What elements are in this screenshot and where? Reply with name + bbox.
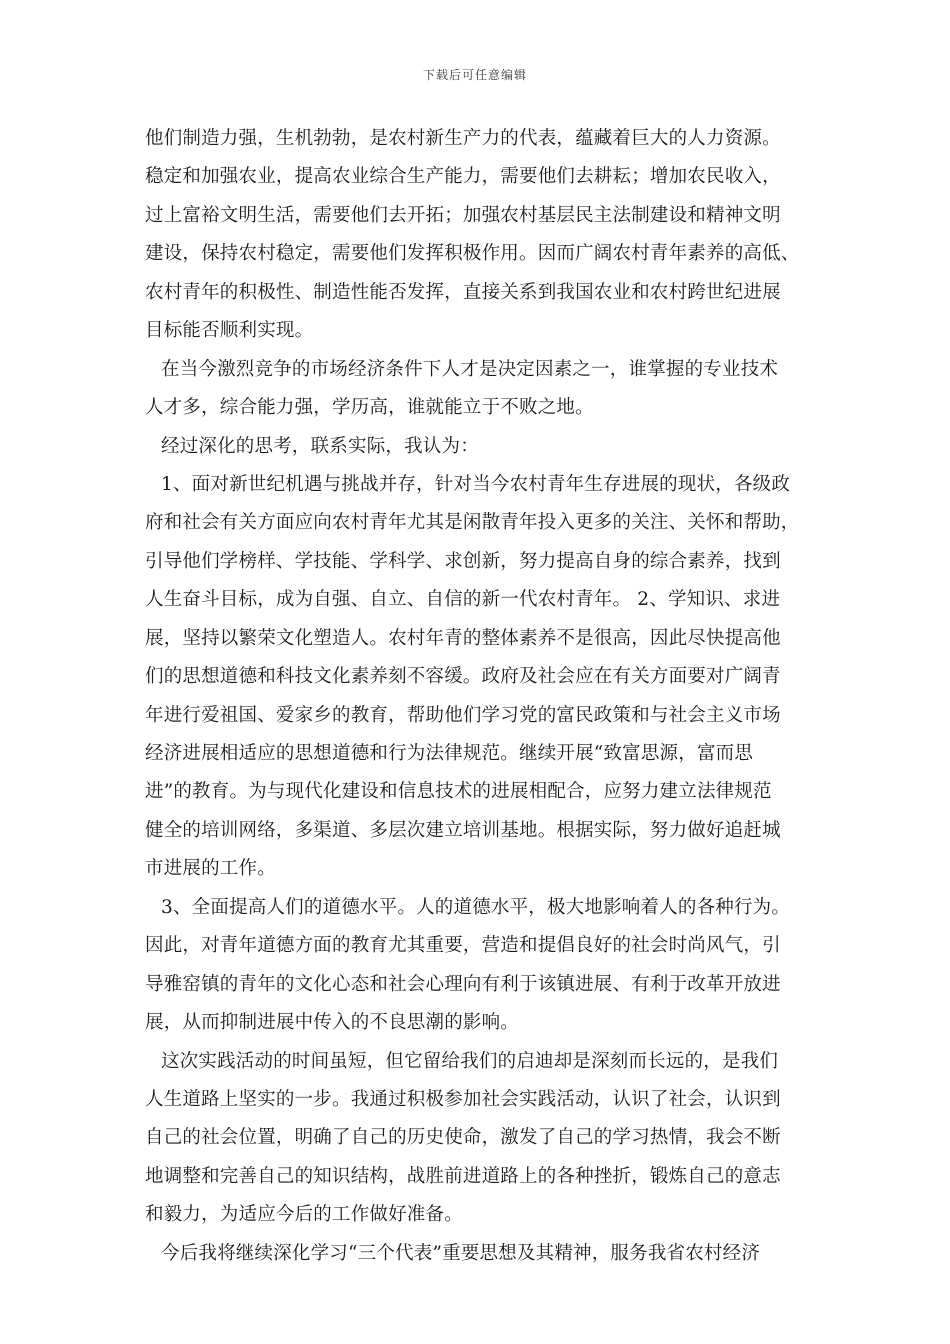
text-line: 3、全面提高人们的道德水平。人的道德水平，极大地影响着人的各种行为。 xyxy=(161,896,791,918)
text-line: 展，从而抑制进展中传入的不良思潮的影响。 xyxy=(145,1012,520,1034)
text-line: 导雅窑镇的青年的文化心态和社会心理向有利于该镇进展、有利于改革开放进 xyxy=(145,973,781,995)
text-line: 和毅力，为适应今后的工作做好准备。 xyxy=(145,1204,463,1226)
text-line: 这次实践活动的时间虽短，但它留给我们的启迪却是深刻而长远的，是我们 xyxy=(161,1050,779,1072)
text-line: 人才多，综合能力强，学历高，谁就能立于不败之地。 xyxy=(145,397,594,419)
text-line: 建设，保持农村稳定，需要他们发挥积极作用。因而广阔农村青年素养的高低、 xyxy=(145,243,800,265)
page-header: 下载后可任意编辑 xyxy=(422,68,527,82)
text-line: 稳定和加强农业，提高农业综合生产能力，需要他们去耕耘；增加农民收入， xyxy=(145,166,781,188)
text-line: 进”的教育。为与现代化建设和信息技术的进展相配合，应努力建立法律规范 xyxy=(145,781,772,803)
document-body xyxy=(145,120,815,1273)
text-line: 人生道路上坚实的一步。我通过积极参加社会实践活动，认识了社会，认识到 xyxy=(145,1088,781,1110)
text-line: 地调整和完善自己的知识结构，战胜前进道路上的各种挫折，锻炼自己的意志 xyxy=(145,1165,781,1187)
text-line: 经过深化的思考，联系实际，我认为： xyxy=(161,435,479,457)
text-line: 目标能否顺利实现。 xyxy=(145,320,314,342)
text-line: 人生奋斗目标，成为自强、自立、自信的新一代农村青年。 2、学知识、求进 xyxy=(145,589,781,611)
text-line: 们的思想道德和科技文化素养刻不容缓。政府及社会应在有关方面要对广阔青 xyxy=(145,666,781,688)
text-line: 农村青年的积极性、制造性能否发挥，直接关系到我国农业和农村跨世纪进展 xyxy=(145,281,781,303)
text-line: 因此，对青年道德方面的教育尤其重要，营造和提倡良好的社会时尚风气，引 xyxy=(145,935,781,957)
text-line: 他们制造力强，生机勃勃，是农村新生产力的代表，蕴藏着巨大的人力资源。 xyxy=(145,128,781,149)
text-line: 过上富裕文明生活，需要他们去开拓；加强农村基层民主法制建设和精神文明 xyxy=(145,204,781,226)
text-line: 在当今激烈竞争的市场经济条件下人才是决定因素之一，谁掌握的专业技术 xyxy=(161,358,779,380)
text-line: 引导他们学榜样、学技能、学科学、求创新，努力提高自身的综合素养，找到 xyxy=(145,550,781,572)
text-line: 今后我将继续深化学习“三个代表”重要思想及其精神，服务我省农村经济 xyxy=(161,1242,761,1264)
text-line: 1、面对新世纪机遇与挑战并存，针对当今农村青年生存进展的现状，各级政 xyxy=(161,473,791,495)
text-line: 健全的培训网络，多渠道、多层次建立培训基地。根据实际，努力做好追赶城 xyxy=(145,819,781,841)
text-line: 年进行爱祖国、爱家乡的教育，帮助他们学习党的富民政策和与社会主义市场 xyxy=(145,704,781,726)
text-line: 经济进展相适应的思想道德和行为法律规范。继续开展“致富思源，富而思 xyxy=(145,743,754,764)
text-line: 展，坚持以繁荣文化塑造人。农村年青的整体素养不是很高，因此尽快提高他 xyxy=(145,627,781,649)
text-line: 市进展的工作。 xyxy=(145,858,276,880)
text-line: 府和社会有关方面应向农村青年尤其是闲散青年投入更多的关注、关怀和帮助， xyxy=(145,512,800,534)
text-line: 自己的社会位置，明确了自己的历史使命，激发了自己的学习热情，我会不断 xyxy=(145,1127,781,1149)
